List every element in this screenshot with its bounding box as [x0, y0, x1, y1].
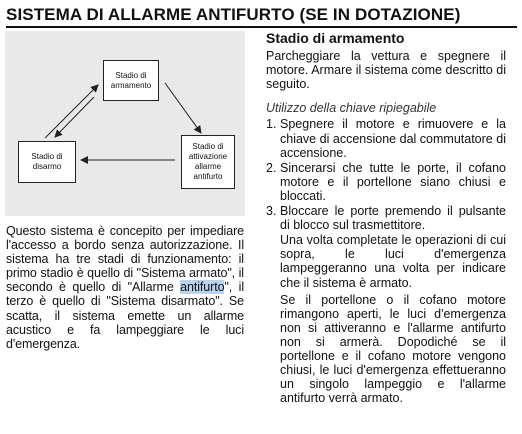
description-paragraph: [6, 224, 244, 351]
intro-paragraph: Parcheggiare la vettura e spegnere il motore. Armare il sistema come descritto di seguito.: [266, 49, 506, 92]
list-item: [266, 161, 506, 203]
section-heading: Stadio di armamento: [266, 30, 405, 46]
steps-list: [266, 117, 506, 232]
stage-armamento-box: Stadio di armamento: [103, 60, 159, 101]
title-divider: [6, 26, 517, 28]
list-item: [266, 204, 506, 232]
arrow-armamento-to-attivazione: [165, 83, 201, 133]
note-armed-paragraph: Una volta completate le operazioni di cui sopra, le luci d'emergenza lampeggeranno una volta per indicare che il sistema è armato.: [280, 233, 506, 290]
alarm-stages-diagram: [5, 31, 245, 216]
stage-attivazione-box: Stadio di attivazione allarme antifurto: [181, 135, 235, 189]
step-number: 1.: [266, 117, 277, 132]
step-text: Sincerarsi che tutte le porte, il cofano motore e il portellone siano chiusi e bloccati.: [280, 160, 506, 203]
selected-text-highlight[interactable]: antifurto: [180, 280, 225, 295]
step-number: 2.: [266, 160, 277, 175]
step-text: Bloccare le porte premendo il pulsante di blocco sul trasmettitore.: [280, 204, 506, 233]
step-number: 3.: [266, 204, 277, 219]
subsection-heading: Utilizzo della chiave ripiegabile: [266, 101, 437, 116]
note-open-paragraph: Se il portellone o il cofano motore rimangono aperti, le luci d'emergenza non si attiveranno e l'allarme antifurto non si armerà. Dopodiché se il portellone e il cofano motore vengono chiusi, le luci d'emergenza effettueranno un singolo lampeggio e l'allarme antifurto verrà armato.: [280, 292, 506, 406]
arrow-armamento-to-disarmo: [55, 97, 94, 137]
arrow-disarmo-to-armamento: [45, 85, 98, 138]
stage-disarmo-box: Stadio di disarmo: [18, 141, 76, 183]
right-column: [266, 31, 506, 405]
step-text: Spegnere il motore e rimuovere e la chiave di accensione dal commutatore di accensione.: [280, 117, 506, 160]
list-item: [266, 117, 506, 159]
page-title: SISTEMA DI ALLARME ANTIFURTO (SE IN DOTAZIONE): [6, 5, 461, 24]
description-text-before: Questo sistema è concepito per impediare l'accesso a bordo senza autorizzazione. Il sistema ha tre stadi di funzionamento: il primo stadio è quello di "Sistema armato", il secondo è quello di "Allarme: [6, 224, 244, 295]
description-text-after: ", il terzo è quello di "Sistema disarmato". Se scatta, il sistema emette un allarme acustico e fa lampeggiare le luci d'emergenza.: [6, 280, 245, 351]
